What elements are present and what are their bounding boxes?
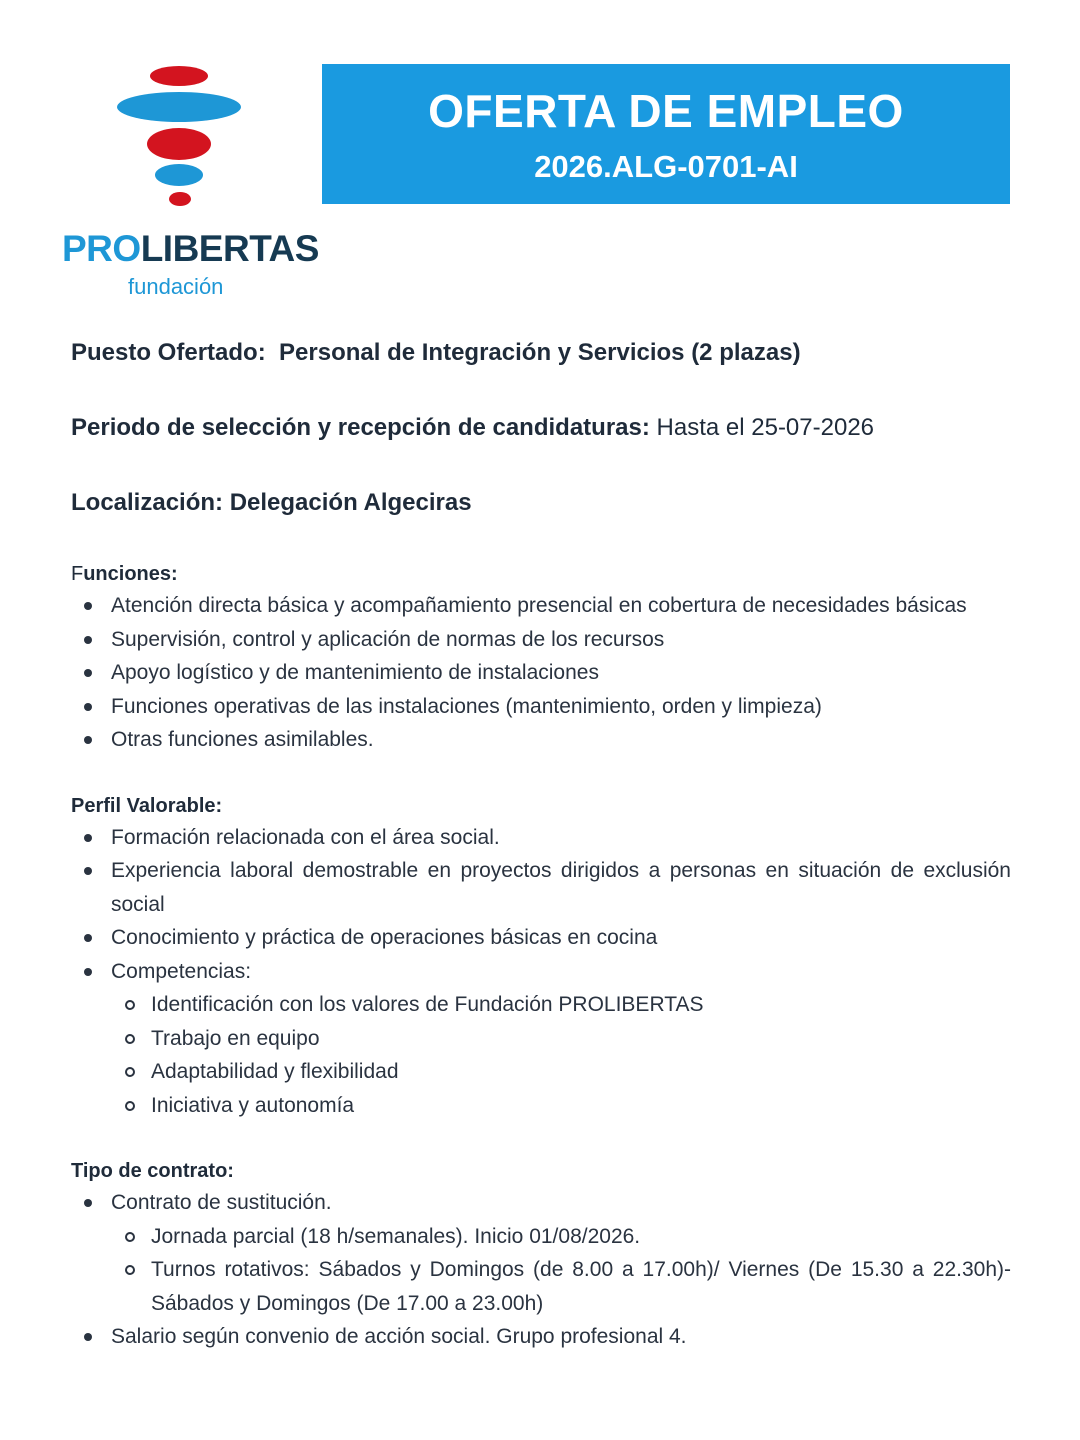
funciones-title-rest: unciones:	[83, 563, 178, 585]
sub-list-item: Trabajo en equipo	[71, 1022, 1011, 1056]
logo-wordmark	[62, 227, 319, 271]
logo-red-dot-shape	[169, 192, 191, 206]
logo-wordmark-pro: PRO	[62, 228, 141, 269]
prolibertas-logo-icon	[112, 62, 248, 210]
puesto-value: Personal de Integración y Servicios (2 plazas)	[279, 339, 801, 366]
competencias-list	[71, 988, 1011, 1122]
list-item: Supervisión, control y aplicación de normas de los recursos	[71, 623, 1011, 657]
sub-list-item: Identificación con los valores de Fundación PROLIBERTAS	[71, 988, 1011, 1022]
logo-blue-wide-shape	[117, 92, 241, 122]
funciones-title-initial: F	[71, 563, 84, 585]
logo-red-top-shape	[150, 66, 208, 86]
banner-title: OFERTA DE EMPLEO	[428, 85, 904, 137]
list-item: Conocimiento y práctica de operaciones básicas en cocina	[71, 921, 1011, 955]
banner-offer-code: 2026.ALG-0701-AI	[534, 149, 798, 184]
funciones-title	[71, 559, 1011, 589]
contrato-sub-list	[71, 1220, 1011, 1321]
list-item: Experiencia laboral demostrable en proyectos dirigidos a personas en situación de exclusión social	[71, 854, 1011, 921]
list-item: Competencias:	[71, 955, 1011, 989]
puesto-line	[71, 336, 1011, 370]
list-item: Formación relacionada con el área social.	[71, 821, 1011, 855]
periodo-label: Periodo de selección y recepción de candidaturas:	[71, 414, 650, 441]
localizacion-line: Localización: Delegación Algeciras	[71, 489, 472, 516]
logo-blue-small-shape	[155, 164, 203, 186]
sub-list-item: Adaptabilidad y flexibilidad	[71, 1055, 1011, 1089]
sub-list-item: Iniciativa y autonomía	[71, 1089, 1011, 1123]
periodo-value: Hasta el 25-07-2026	[656, 414, 875, 441]
list-item: Funciones operativas de las instalaciones (mantenimiento, orden y limpieza)	[71, 690, 1011, 724]
list-item: Atención directa básica y acompañamiento presencial en cobertura de necesidades básicas	[71, 589, 1011, 623]
contrato-list-2	[71, 1320, 1011, 1354]
logo-subtitle: fundación	[128, 274, 224, 299]
logo-wordmark-libertas: LIBERTAS	[140, 228, 319, 269]
sub-list-item: Jornada parcial (18 h/semanales). Inicio 01/08/2026.	[71, 1220, 1011, 1254]
list-item: Otras funciones asimilables.	[71, 723, 1011, 757]
periodo-line	[71, 411, 1011, 445]
contrato-title: Tipo de contrato:	[71, 1160, 234, 1182]
job-offer-banner	[322, 64, 1010, 204]
funciones-list	[71, 589, 1011, 757]
contrato-list	[71, 1186, 1011, 1220]
list-item: Apoyo logístico y de mantenimiento de instalaciones	[71, 656, 1011, 690]
sub-list-item: Turnos rotativos: Sábados y Domingos (de 8.00 a 17.00h)/ Viernes (De 15.30 a 22.30h)-Sábados y Domingos (De 17.00 a 23.00h)	[71, 1253, 1011, 1320]
perfil-title: Perfil Valorable:	[71, 794, 223, 817]
offer-content	[71, 336, 1011, 1354]
list-item: Contrato de sustitución.	[71, 1186, 1011, 1220]
perfil-list	[71, 821, 1011, 989]
puesto-label: Puesto Ofertado:	[71, 339, 266, 366]
list-item: Salario según convenio de acción social. Grupo profesional 4.	[71, 1320, 1011, 1354]
logo-red-middle-shape	[147, 128, 211, 160]
